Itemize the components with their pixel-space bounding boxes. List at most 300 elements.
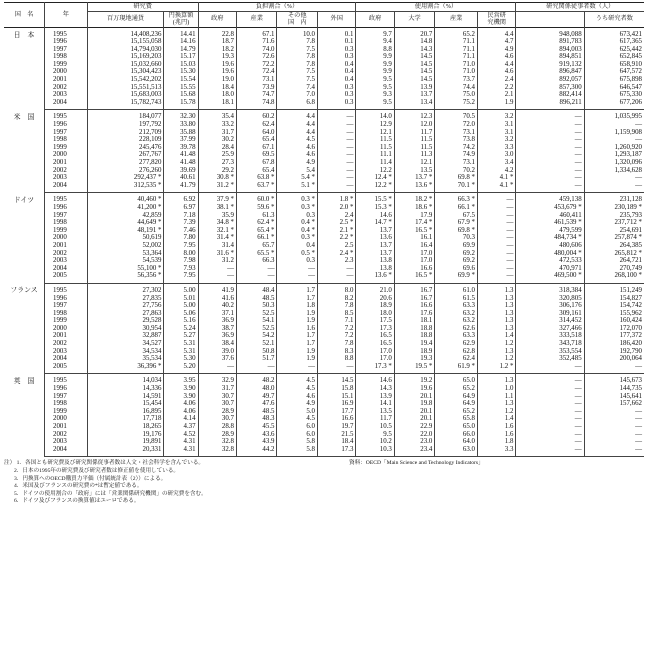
value-cell: 333,518 — [516, 332, 584, 340]
value-cell: 3.90 — [164, 385, 198, 393]
value-cell: 675,898 — [584, 76, 644, 84]
value-cell: 4.14 — [164, 415, 198, 423]
value-cell: 277,820 — [87, 159, 164, 167]
value-cell: 66.3 * — [435, 193, 478, 204]
value-cell: 64.0 — [435, 438, 478, 446]
value-cell: 0.5 * — [277, 250, 318, 258]
value-cell: — — [516, 167, 584, 175]
value-cell: 19.0 — [198, 76, 236, 84]
col-ppp-yen: 円換算額 — [164, 11, 198, 19]
value-cell: 10.3 — [356, 446, 394, 457]
table-row — [4, 431, 644, 439]
value-cell: 318,384 — [516, 283, 584, 294]
value-cell: 48.4 — [236, 283, 277, 294]
value-cell: — — [318, 182, 356, 193]
country-cell: フランス — [10, 287, 38, 295]
value-cell: 19.6 — [394, 385, 435, 393]
value-cell: 327,466 — [516, 325, 584, 333]
value-cell: 56,356 * — [87, 272, 164, 283]
value-cell: 7.46 — [164, 227, 198, 235]
value-cell: 18.6 * — [394, 204, 435, 212]
value-cell: 4.9 — [477, 46, 515, 54]
value-cell: — — [584, 415, 644, 423]
value-cell: 245,476 — [87, 144, 164, 152]
value-cell: — — [318, 174, 356, 182]
value-cell: 2.0 * — [318, 204, 356, 212]
value-cell: 11.5 — [356, 136, 394, 144]
value-cell: 14.8 — [394, 38, 435, 46]
table-row — [4, 53, 644, 61]
value-cell: 15,155,058 — [87, 38, 164, 46]
value-cell: 13.6 — [356, 234, 394, 242]
value-cell: 14.5 — [318, 374, 356, 385]
value-cell: — — [318, 136, 356, 144]
value-cell: 1.0 — [477, 385, 515, 393]
value-cell: 5.31 — [164, 340, 198, 348]
value-cell: 3.95 — [164, 374, 198, 385]
value-cell: 13.6 * — [356, 272, 394, 283]
table-row — [4, 348, 644, 356]
value-cell: 1,260,920 — [584, 144, 644, 152]
value-cell: 19.2 — [394, 374, 435, 385]
value-cell: 31.4 * — [198, 234, 236, 242]
value-cell: 0.3 — [318, 84, 356, 92]
value-cell: 12.2 * — [356, 182, 394, 193]
value-cell: 480,004 * — [516, 250, 584, 258]
value-cell: 1.8 — [477, 438, 515, 446]
table-row — [4, 415, 644, 423]
value-cell: 18.4 — [198, 84, 236, 92]
value-cell: 0.3 — [318, 53, 356, 61]
table-row — [4, 99, 644, 110]
value-cell: 3.90 — [164, 393, 198, 401]
value-cell: — — [516, 174, 584, 182]
value-cell: — — [477, 250, 515, 258]
value-cell: — — [477, 193, 515, 204]
table-row — [4, 355, 644, 363]
value-cell: 67.5 — [435, 212, 478, 220]
value-cell: 270,749 — [584, 265, 644, 273]
value-cell: — — [516, 385, 584, 393]
value-cell: 30.7 — [198, 415, 236, 423]
value-cell: 31.2 — [198, 257, 236, 265]
value-cell: 50,619 — [87, 234, 164, 242]
value-cell: 200,064 — [584, 355, 644, 363]
year-cell: 1995 — [45, 110, 88, 121]
value-cell: 254,691 — [584, 227, 644, 235]
table-row — [4, 332, 644, 340]
value-cell: 41.9 — [198, 283, 236, 294]
value-cell: 51.7 — [236, 355, 277, 363]
value-cell: — — [516, 400, 584, 408]
value-cell: 7.8 — [277, 61, 318, 69]
value-cell: 16.7 — [394, 295, 435, 303]
value-cell: 18.0 — [356, 310, 394, 318]
value-cell: 7.8 — [277, 38, 318, 46]
year-cell: 1999 — [45, 408, 88, 416]
table-row — [4, 408, 644, 416]
table-row — [4, 227, 644, 235]
year-cell: 1999 — [45, 227, 88, 235]
value-cell: 7.39 — [164, 219, 198, 227]
value-cell: — — [477, 272, 515, 283]
value-cell: 14,408,236 — [87, 27, 164, 38]
col-burden-other: その他 — [277, 11, 318, 19]
year-cell: 1996 — [45, 121, 88, 129]
value-cell: — — [516, 363, 584, 374]
value-cell: 60.2 — [236, 110, 277, 121]
year-cell: 1997 — [45, 46, 88, 54]
value-cell: 72.0 — [435, 121, 478, 129]
value-cell: 21.0 — [356, 283, 394, 294]
value-cell: 4.9 — [277, 400, 318, 408]
value-cell: 144,735 — [584, 385, 644, 393]
value-cell: 45.5 — [236, 423, 277, 431]
value-cell: 7.5 — [277, 76, 318, 84]
table-row — [4, 84, 644, 92]
value-cell: 625,442 — [584, 46, 644, 54]
value-cell: 276,260 — [87, 167, 164, 175]
year-cell: 1996 — [45, 204, 88, 212]
value-cell: — — [584, 446, 644, 457]
value-cell: 52.5 — [236, 325, 277, 333]
value-cell: 8.8 — [356, 46, 394, 54]
value-cell: 8.0 — [318, 283, 356, 294]
value-cell: 4.5 — [277, 374, 318, 385]
value-cell: 40,460 * — [87, 193, 164, 204]
col-million-local: 百万現地通貨 — [87, 11, 164, 27]
value-cell: 15,032,660 — [87, 61, 164, 69]
value-cell: 306,176 — [516, 302, 584, 310]
value-cell: 647,572 — [584, 68, 644, 76]
value-cell: 15,169,203 — [87, 53, 164, 61]
value-cell: — — [516, 446, 584, 457]
value-cell: 1.6 — [477, 431, 515, 439]
value-cell: 7.1 — [318, 317, 356, 325]
value-cell: 353,554 — [516, 348, 584, 356]
value-cell: 177,372 — [584, 332, 644, 340]
value-cell: 65.4 — [236, 136, 277, 144]
value-cell: 11.3 — [394, 151, 435, 159]
value-cell: 69.8 * — [435, 174, 478, 182]
value-cell: 13.8 — [356, 265, 394, 273]
value-cell: — — [277, 265, 318, 273]
col-year: 年 — [45, 3, 88, 28]
value-cell: 71.1 — [435, 38, 478, 46]
table-row — [4, 151, 644, 159]
value-cell: 5.1 * — [277, 182, 318, 193]
value-cell: 896,211 — [516, 99, 584, 110]
year-cell: 1998 — [45, 136, 88, 144]
table-row — [4, 250, 644, 258]
value-cell: 1.7 — [277, 283, 318, 294]
value-cell: 20.1 — [394, 408, 435, 416]
value-cell: 4.1 * — [477, 182, 515, 193]
value-cell: 74.2 — [435, 144, 478, 152]
value-cell: 1.9 — [277, 310, 318, 318]
value-cell: 63.3 — [435, 302, 478, 310]
value-cell: — — [584, 363, 644, 374]
value-cell: 52,002 — [87, 242, 164, 250]
value-cell: 292,437 * — [87, 174, 164, 182]
value-cell: 19.6 — [198, 61, 236, 69]
value-cell: 14,336 — [87, 385, 164, 393]
value-cell: 0.4 — [318, 76, 356, 84]
value-cell: 12.9 — [356, 121, 394, 129]
year-cell: 1999 — [45, 317, 88, 325]
value-cell: 15,782,743 — [87, 99, 164, 110]
table-row — [4, 363, 644, 374]
value-cell: 72.2 — [236, 61, 277, 69]
value-cell: 6.8 — [277, 99, 318, 110]
value-cell: 151,249 — [584, 283, 644, 294]
value-cell: 53,364 — [87, 250, 164, 258]
value-cell: 4.4 — [277, 110, 318, 121]
value-cell: 2.4 — [318, 212, 356, 220]
value-cell: 314,452 — [516, 317, 584, 325]
value-cell: 461,539 * — [516, 219, 584, 227]
value-cell: — — [516, 431, 584, 439]
table-row — [4, 393, 644, 401]
value-cell: 7.95 — [164, 272, 198, 283]
value-cell: 62.8 — [435, 348, 478, 356]
country-cell: 米 国 — [13, 113, 35, 121]
value-cell: 18.1 — [198, 99, 236, 110]
value-cell: 48.5 — [236, 295, 277, 303]
value-cell: 69.9 — [435, 242, 478, 250]
note-item: 4．米国及びフランスの研究費の*は暫定値である。 — [14, 483, 143, 490]
value-cell: 48.3 — [236, 415, 277, 423]
value-cell: 1,159,908 — [584, 129, 644, 137]
value-cell: 5.31 — [164, 348, 198, 356]
value-cell: 652,845 — [584, 53, 644, 61]
value-cell: 4.31 — [164, 438, 198, 446]
value-cell: 14.5 — [394, 76, 435, 84]
table-row — [4, 46, 644, 54]
value-cell: 184,077 — [87, 110, 164, 121]
value-cell: 154,827 — [584, 295, 644, 303]
col-researchers-total — [516, 11, 584, 27]
value-cell: 13.9 — [356, 393, 394, 401]
value-cell: 62.4 * — [236, 219, 277, 227]
value-cell: 7.8 — [318, 302, 356, 310]
value-cell: 7.80 — [164, 234, 198, 242]
value-cell: 32.30 — [164, 110, 198, 121]
value-cell: 18.2 * — [394, 193, 435, 204]
value-cell: 479,599 — [516, 227, 584, 235]
table-row — [4, 193, 644, 204]
value-cell: 27,835 — [87, 295, 164, 303]
value-cell: 7.4 — [277, 84, 318, 92]
value-cell: 1,035,995 — [584, 110, 644, 121]
value-cell: 17.3 — [356, 325, 394, 333]
value-cell: 15.30 — [164, 68, 198, 76]
value-cell: 59.6 * — [236, 204, 277, 212]
value-cell: 65.5 * — [236, 250, 277, 258]
value-cell: 14.6 — [356, 212, 394, 220]
value-cell: 235,793 — [584, 212, 644, 220]
value-cell: 1.1 — [477, 393, 515, 401]
table-row — [4, 446, 644, 457]
value-cell: 460,411 — [516, 212, 584, 220]
value-cell: 65.7 — [236, 242, 277, 250]
value-cell: 1.7 — [277, 340, 318, 348]
value-cell: — — [516, 374, 584, 385]
value-cell: — — [516, 408, 584, 416]
value-cell: 14.5 — [394, 53, 435, 61]
value-cell: 4.4 — [277, 121, 318, 129]
value-cell: 265,812 * — [584, 250, 644, 258]
value-cell: 267,767 — [87, 151, 164, 159]
table-row — [4, 159, 644, 167]
value-cell: 320,805 — [516, 295, 584, 303]
value-cell: 18.8 — [394, 332, 435, 340]
value-cell: 55,100 * — [87, 265, 164, 273]
value-cell: 16.5 * — [394, 272, 435, 283]
country-cell: ドイツ — [13, 196, 35, 204]
value-cell: 16.7 — [394, 283, 435, 294]
table-row — [4, 283, 644, 294]
table-row — [4, 302, 644, 310]
value-cell: 73.1 — [435, 129, 478, 137]
value-cell: 5.0 — [277, 408, 318, 416]
year-cell: 2004 — [45, 99, 88, 110]
value-cell: 4.6 — [477, 68, 515, 76]
year-cell: 2001 — [45, 332, 88, 340]
value-cell: 469,500 * — [516, 272, 584, 283]
value-cell: 67.1 — [236, 144, 277, 152]
value-cell: 192,790 — [584, 348, 644, 356]
value-cell: 52.5 — [236, 310, 277, 318]
value-cell: 17.3 — [318, 446, 356, 457]
value-cell: 14.79 — [164, 46, 198, 54]
value-cell: 145,641 — [584, 393, 644, 401]
value-cell: 212,709 — [87, 129, 164, 137]
value-cell: 29,528 — [87, 317, 164, 325]
value-cell: 41.6 — [198, 295, 236, 303]
year-cell: 1995 — [45, 193, 88, 204]
value-cell: — — [516, 182, 584, 193]
value-cell: 15.5 * — [356, 193, 394, 204]
value-cell: 3.3 — [477, 446, 515, 457]
value-cell: — — [318, 110, 356, 121]
table-row — [4, 182, 644, 193]
value-cell: 30.7 — [198, 400, 236, 408]
value-cell: — — [516, 415, 584, 423]
note-item: 3．円換算へのOECD購買力平価（付属統計表（2））による。 — [14, 475, 167, 482]
value-cell: 8.00 — [164, 250, 198, 258]
value-cell: 20.7 — [394, 27, 435, 38]
value-cell: 8.2 — [318, 295, 356, 303]
value-cell: 15,542,202 — [87, 76, 164, 84]
value-cell: — — [516, 144, 584, 152]
value-cell: 27.3 — [198, 159, 236, 167]
value-cell: 13.7 — [394, 91, 435, 99]
table-row — [4, 110, 644, 121]
value-cell: 71.6 — [236, 38, 277, 46]
value-cell: 0.3 — [318, 46, 356, 54]
table-row — [4, 295, 644, 303]
value-cell: 1.3 — [477, 317, 515, 325]
value-cell: 5.00 — [164, 302, 198, 310]
value-cell: 12.3 — [394, 110, 435, 121]
value-cell: 4.7 — [477, 38, 515, 46]
year-cell: 2000 — [45, 234, 88, 242]
table-row — [4, 272, 644, 283]
value-cell: 896,847 — [516, 68, 584, 76]
value-cell: 19.4 — [394, 340, 435, 348]
year-cell: 2004 — [45, 265, 88, 273]
value-cell: — — [584, 423, 644, 431]
value-cell: 4.52 — [164, 431, 198, 439]
value-cell: 9.5 — [356, 99, 394, 110]
value-cell: 0.3 * — [277, 234, 318, 242]
value-cell: 13.5 — [394, 167, 435, 175]
value-cell: 309,161 — [516, 310, 584, 318]
value-cell: — — [584, 136, 644, 144]
value-cell: 47.6 — [236, 400, 277, 408]
value-cell: 4.06 — [164, 408, 198, 416]
value-cell: 0.3 — [318, 99, 356, 110]
col-use-university: 大学 — [394, 11, 435, 27]
value-cell: 75.0 — [435, 91, 478, 99]
value-cell: 48,191 * — [87, 227, 164, 235]
value-cell: 4.2 — [477, 167, 515, 175]
table-row — [4, 91, 644, 99]
col-burden-gov: 政府 — [198, 11, 236, 27]
value-cell: 1.2 — [477, 355, 515, 363]
value-cell: 16.5 * — [394, 227, 435, 235]
value-cell: 54.2 — [236, 332, 277, 340]
value-cell: 14,034 — [87, 374, 164, 385]
col-country: 国 名 — [14, 11, 34, 18]
value-cell: 35.9 — [198, 212, 236, 220]
value-cell: 14.0 — [356, 110, 394, 121]
value-cell: — — [477, 204, 515, 212]
value-cell: 34,534 — [87, 348, 164, 356]
value-cell: 65.2 — [435, 385, 478, 393]
year-cell: 1996 — [45, 38, 88, 46]
value-cell: 4.31 — [164, 446, 198, 457]
value-cell: 5.30 — [164, 355, 198, 363]
value-cell: 9.9 — [356, 53, 394, 61]
value-cell: 61.9 * — [435, 363, 478, 374]
value-cell: 19.8 — [394, 400, 435, 408]
value-cell: 9.9 — [356, 68, 394, 76]
value-cell: 69.5 — [236, 151, 277, 159]
value-cell: 1.7 — [277, 295, 318, 303]
value-cell: 0.3 — [318, 91, 356, 99]
value-cell: 7.5 — [277, 46, 318, 54]
value-cell: 37.99 — [164, 136, 198, 144]
value-cell: 37.9 * — [198, 193, 236, 204]
value-cell: — — [477, 257, 515, 265]
value-cell: 3.3 — [477, 144, 515, 152]
note-item: 6．ドイツ及びフランスの換算値はユーロである。 — [14, 498, 140, 505]
table-row — [4, 242, 644, 250]
value-cell: 7.0 — [277, 91, 318, 99]
value-cell: 44.2 — [236, 446, 277, 457]
value-cell: 4.6 — [277, 144, 318, 152]
value-cell: 62.4 — [236, 121, 277, 129]
value-cell: 70.1 * — [435, 182, 478, 193]
value-cell: 34.8 * — [198, 219, 236, 227]
country-cell: 日 本 — [13, 31, 35, 39]
value-cell: 145,673 — [584, 374, 644, 385]
value-cell: 5.00 — [164, 283, 198, 294]
notes-label: 注） — [4, 460, 16, 467]
value-cell: 453,679 * — [516, 204, 584, 212]
